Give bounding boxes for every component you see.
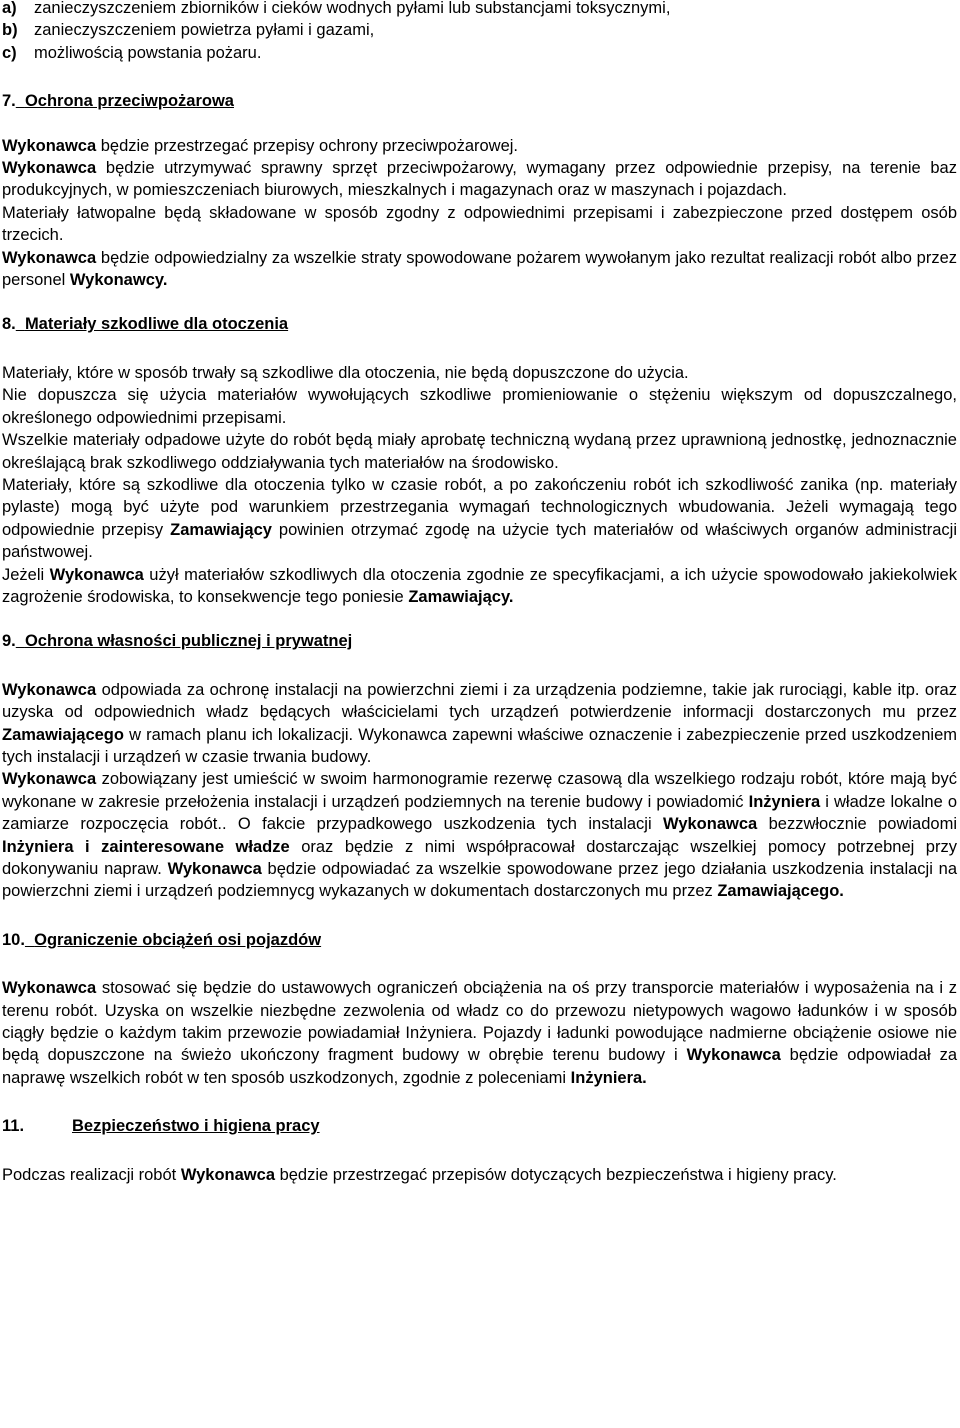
bold-text: Zamawiającego.	[717, 882, 844, 901]
text-run: w ramach planu ich lokalizacji. Wykonawca zapewni właściwe oznaczenie i zabezpieczenie przed uszkodzeniem tych instalacji i urządzeń w czasie trwania budowy.	[2, 725, 957, 766]
text-run: Materiały łatwopalne będą składowane w sposób zgodny z odpowiednimi przepisami i zabezpieczone przed dostępem osób trzecich.	[2, 203, 957, 245]
bold-text: Wykonawca	[2, 680, 97, 699]
text-run: będzie odpowiadać za wszelkie spowodowane przez jego działania uszkodzenia instalacji na powierzchni ziemi i urządzeń podziemnycg wykazanych w dokumentach dostarczonych mu przez	[2, 860, 957, 901]
hazard-list	[2, 0, 957, 64]
text-run: Materiały, które w sposób trwały są szkodliwe dla otoczenia, nie będą dopuszczone do użycia.	[2, 363, 689, 382]
text-run: oraz będzie z nimi współpracował dostarczając wszelkiej pomocy potrzebnej przy dokonywaniu napraw.	[2, 837, 957, 878]
bold-text: Wykonawca	[167, 860, 262, 878]
bold-text: Wykonawca	[2, 136, 97, 155]
text-run: stosować się będzie do ustawowych ograniczeń obciążenia na oś przy transporcie materiałów i wyposażenia na i z terenu robót. Uzyska on wszelkie niezbędne zezwolenia od władz co do przewozu nietypowych wagowo ładunków i w sposób ciągły będzie o każdym takim przewozie powiadamiał Inżyniera. Pojazdy i ładunki powodujące nadmierne obciążenie osiowe nie będą dopuszczone na świeżo ukończony fragment budowy w obrębie terenu budowy i	[2, 979, 957, 1065]
section-heading-9	[2, 630, 957, 652]
text-run: Podczas realizacji robót	[2, 1165, 181, 1184]
section-body	[2, 679, 957, 903]
bold-text: Inżyniera	[748, 792, 821, 811]
text-run: i władze lokalne o zamiarze rozpoczęcia robót.. O fakcie przypadkowego uszkodzenia tych instalacji	[2, 792, 957, 834]
section-title: Ochrona przeciwpożarowa	[24, 92, 234, 111]
paragraph	[2, 564, 957, 609]
section-number: 10.	[2, 930, 25, 949]
list-label: a)	[2, 0, 17, 17]
list-item	[2, 19, 957, 41]
list-text: zanieczyszczeniem zbiorników i cieków wodnych pyłami lub substancjami toksycznymi,	[34, 0, 671, 17]
bold-text: Inżyniera.	[570, 1068, 647, 1087]
text-run: będzie przestrzegać przepisów dotyczących bezpieczeństwa i higieny pracy.	[275, 1165, 837, 1184]
bold-text: Wykonawca	[663, 815, 758, 834]
section-body	[2, 1164, 957, 1186]
paragraph	[2, 1164, 957, 1186]
text-run: odpowiada za ochronę instalacji na powierzchni ziemi i za urządzenia podziemne, takie jak rurociągi, kable itp. oraz uzyska od odpowiednich władz będących właścicielami tych urządzeń potwierdzenie informacji dostarczonych mu przez	[2, 680, 957, 722]
list-item	[2, 0, 957, 19]
list-label: c)	[2, 43, 17, 62]
text-run: Nie dopuszcza się użycia materiałów wywołujących szkodliwe promieniowanie o stężeniu większym od dopuszczalnego, określonego odpowiednimi przepisami.	[2, 386, 957, 427]
section-body	[2, 362, 957, 608]
section-number: 8.	[2, 315, 16, 334]
paragraph	[2, 135, 957, 157]
text-run: Wszelkie materiały odpadowe użyte do robót będą miały aprobatę techniczną wydaną przez uprawnioną jednostkę, jednoznacznie określającą brak szkodliwego oddziaływania tych materiałów na środowisko.	[2, 431, 957, 472]
paragraph	[2, 429, 957, 474]
text-run: użył materiałów szkodliwych dla otoczenia zgodnie ze specyfikacjami, a ich użycie spowodowało jakiekolwiek zagrożenie środowiska, to konsekwencje tego poniesie	[2, 565, 957, 606]
bold-text: Wykonawca	[2, 770, 97, 789]
list-item	[2, 42, 957, 64]
bold-text: Wykonawca	[49, 565, 144, 584]
bold-text: Wykonawca	[2, 979, 97, 998]
paragraph	[2, 474, 957, 564]
text-run: Jeżeli	[2, 565, 50, 584]
section-title: Ochrona własności publicznej i prywatnej	[24, 632, 353, 651]
bold-text: Zamawiający	[170, 520, 272, 539]
bold-text: Wykonawca	[686, 1046, 781, 1065]
paragraph	[2, 768, 957, 902]
text-run: zobowiązany jest umieścić w swoim harmonogramie rezerwę czasową dla wszelkiego rodzaju robót, które mają być wykonane w zakresie przełożenia instalacji i urządzeń podziemnych na terenie budowy i powiadomić	[2, 770, 957, 811]
bold-text: Wykonawca	[2, 159, 97, 178]
paragraph	[2, 384, 957, 429]
section-title: Bezpieczeństwo i higiena pracy	[72, 1117, 320, 1136]
section-heading-8	[2, 313, 957, 335]
text-run: będzie odpowiedzialny za wszelkie straty spowodowane pożarem wywołanym jako rezultat realizacji robót albo przez personel	[2, 248, 957, 290]
bold-text: Wykonawca	[2, 248, 97, 267]
section-title: Materiały szkodliwe dla otoczenia	[24, 315, 289, 334]
bold-text: Zamawiającego	[2, 725, 124, 744]
list-text: możliwością powstania pożaru.	[34, 43, 262, 62]
text-run: powinien otrzymać zgodę na użycie tych materiałów od właściwych organów administracji państwowej.	[2, 520, 957, 562]
section-heading-7	[2, 90, 957, 112]
bold-text: Inżyniera i zainteresowane władze	[2, 837, 290, 856]
document-page	[2, 0, 957, 1186]
section-number: 7.	[2, 92, 16, 111]
text-run: Materiały, które są szkodliwe dla otoczenia tylko w czasie robót, a po zakończeniu robót ich szkodliwość zanika (np. materiały pylaste) mogą być użyte pod warunkiem przestrzegania wymagań technologicznych wbudowania. Jeżeli wymagają tego odpowiednie przepisy	[2, 475, 957, 539]
paragraph	[2, 977, 957, 1089]
list-text: zanieczyszczeniem powietrza pyłami i gazami,	[34, 21, 375, 40]
section-heading-10	[2, 929, 957, 951]
paragraph	[2, 362, 957, 384]
paragraph	[2, 157, 957, 202]
text-run: będzie przestrzegać przepisy ochrony przeciwpożarowej.	[96, 136, 519, 155]
text-run: będzie odpowiadał za naprawę wszelkich robót w ten sposób uszkodzonych, zgodnie z poleceniami	[2, 1046, 957, 1087]
text-run: bezzwłocznie powiadomi	[757, 815, 957, 834]
section-body	[2, 135, 957, 292]
section-number: 9.	[2, 632, 16, 651]
section-heading-11	[2, 1115, 957, 1137]
bold-text: Wykonawca	[180, 1165, 275, 1184]
text-run: będzie utrzymywać sprawny sprzęt przeciwpożarowy, wymagany przez odpowiednie przepisy, na terenie baz produkcyjnych, w pomieszczeniach biurowych, mieszkalnych i magazynach oraz w maszynach i pojazdach.	[2, 159, 957, 200]
section-title: Ograniczenie obciążeń osi pojazdów	[34, 930, 322, 949]
section-body	[2, 977, 957, 1089]
section-number: 11.	[2, 1117, 25, 1136]
bold-text: Wykonawcy.	[69, 271, 168, 290]
list-label: b)	[2, 21, 18, 40]
paragraph	[2, 247, 957, 292]
bold-text: Zamawiający.	[408, 587, 514, 606]
paragraph	[2, 202, 957, 247]
paragraph	[2, 679, 957, 769]
